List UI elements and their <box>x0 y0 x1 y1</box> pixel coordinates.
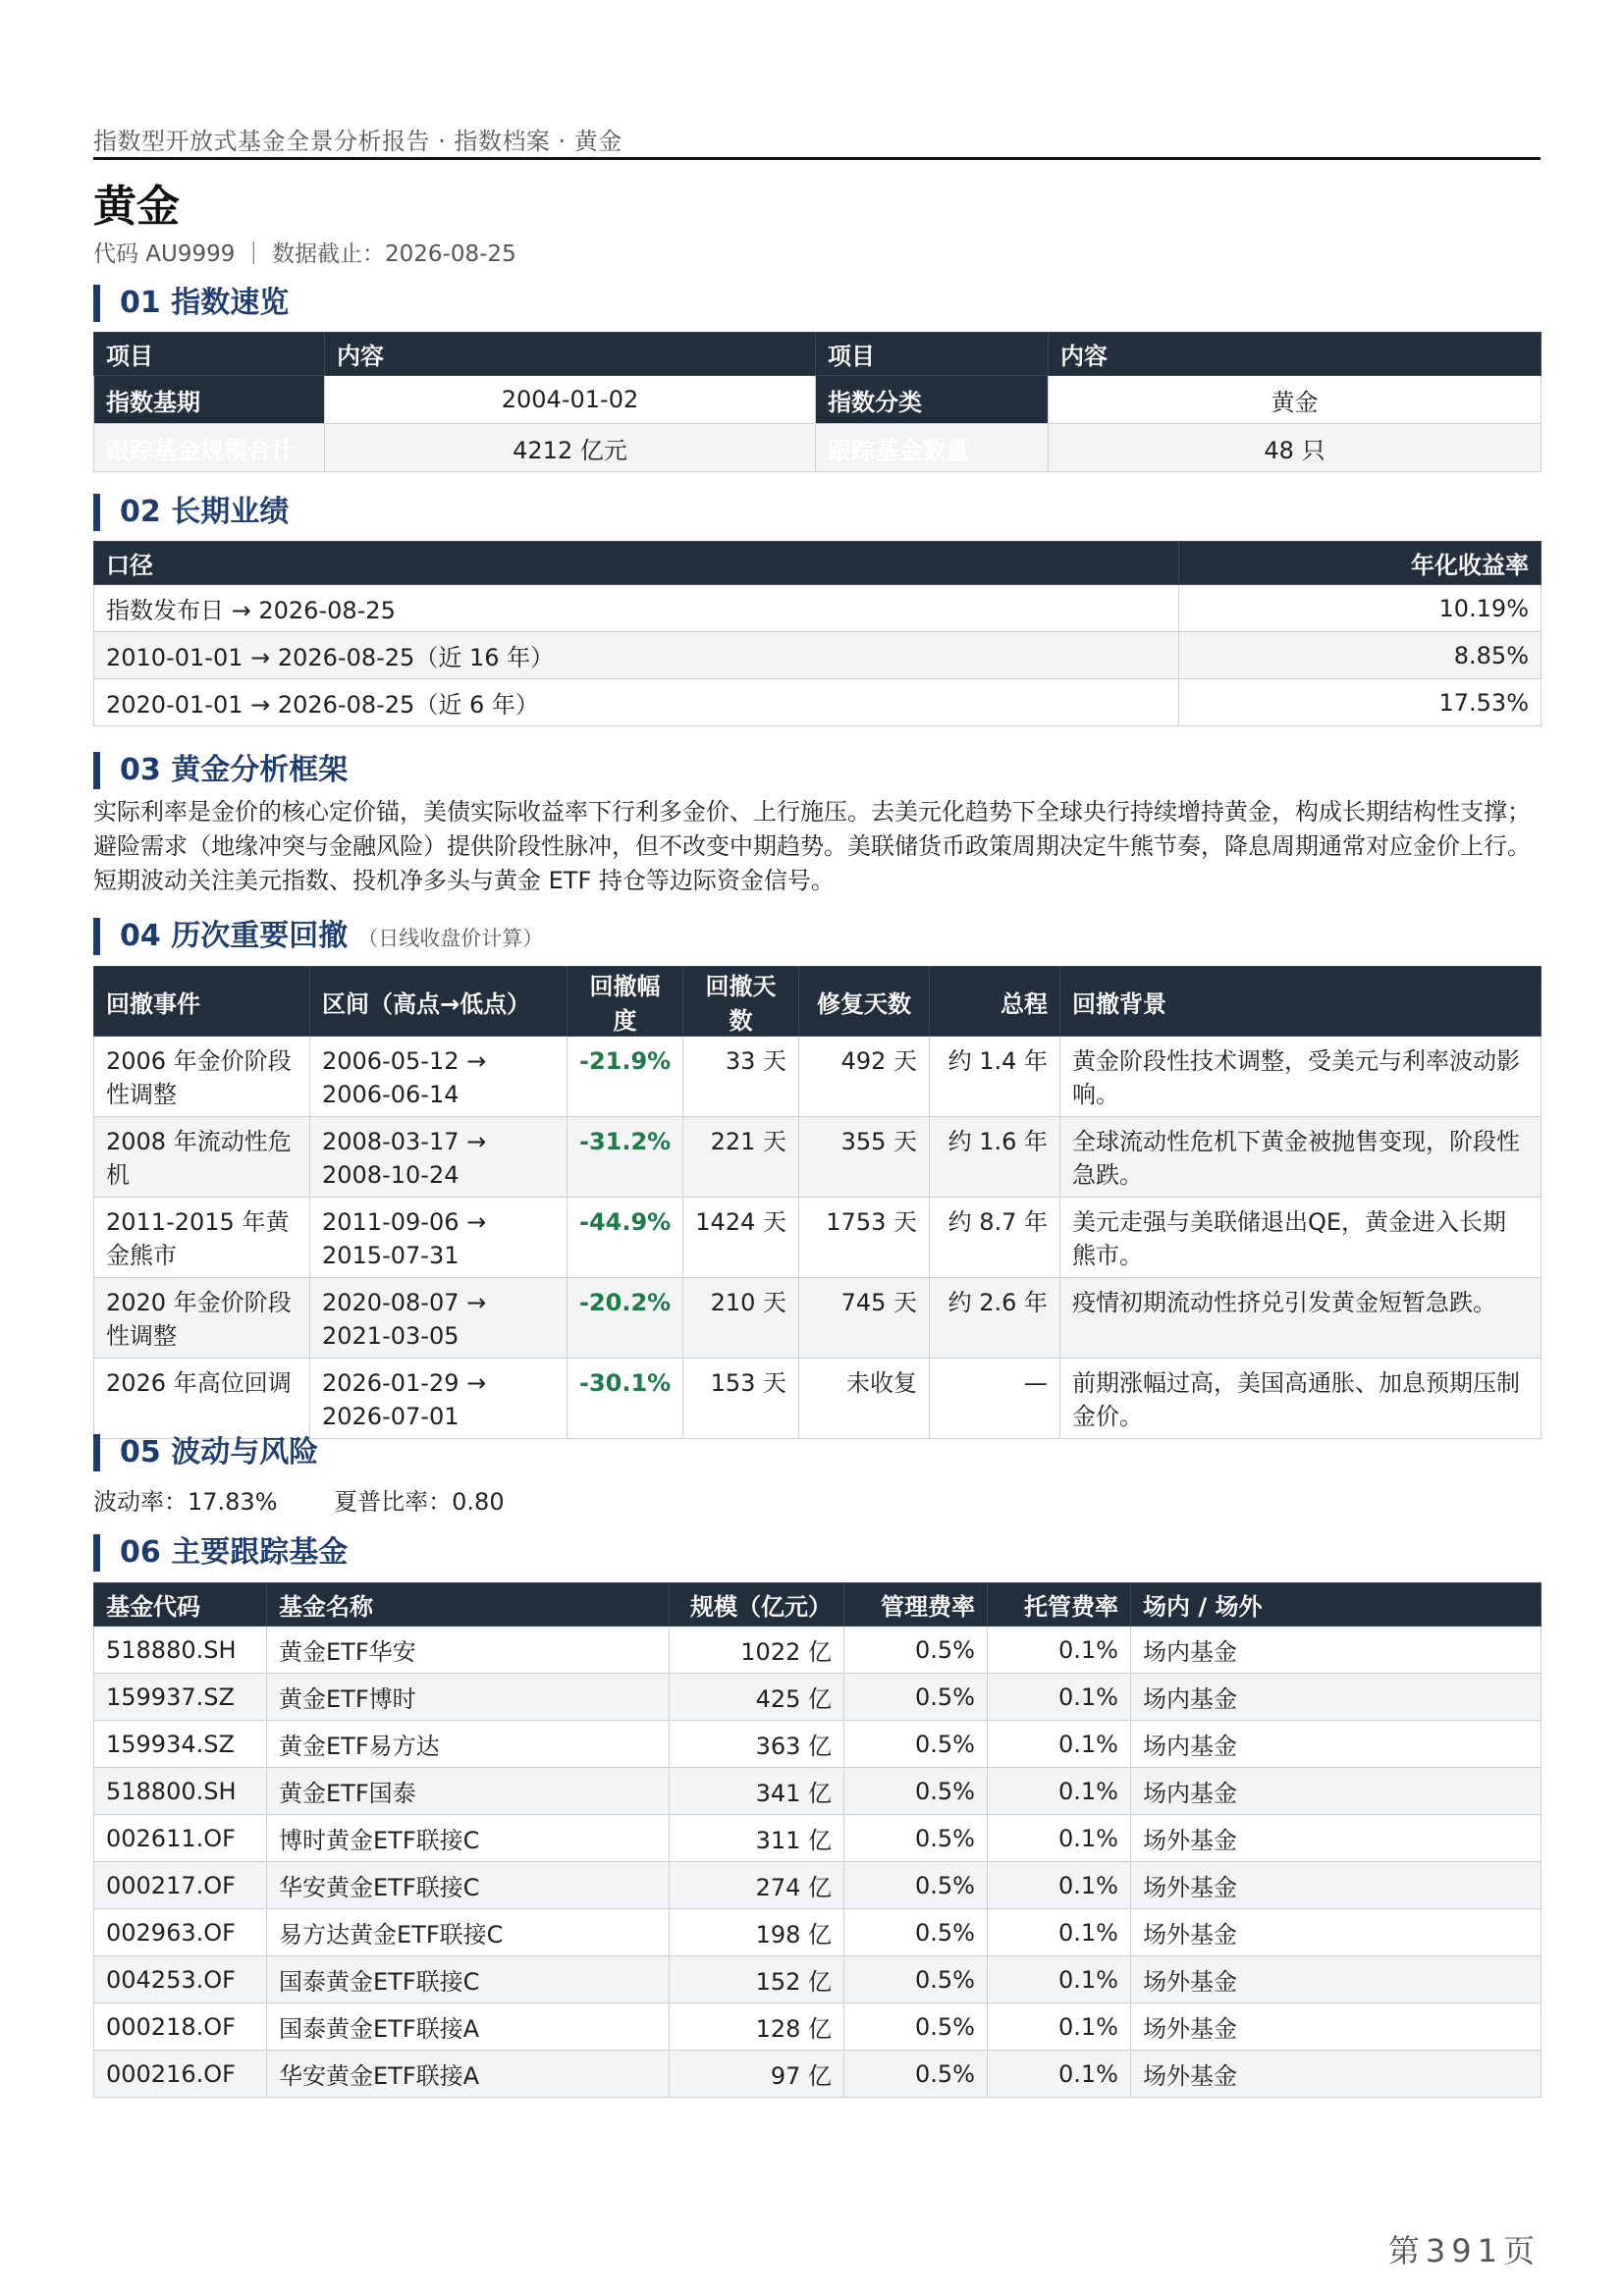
fund-name-cell: 黄金ETF易方达 <box>267 1721 670 1768</box>
range-cell: 2006-05-12 → 2006-06-14 <box>310 1037 568 1117</box>
fund-name-cell: 黄金ETF国泰 <box>267 1768 670 1815</box>
table-row <box>94 1627 1542 1674</box>
table-row <box>94 2051 1542 2098</box>
fund-code-cell: 000216.OF <box>94 2051 267 2098</box>
section-title-text: 04 历次重要回撤 <box>120 919 349 953</box>
fund-code-cell: 002611.OF <box>94 1815 267 1862</box>
drawdown-days-cell: 1424 天 <box>683 1198 799 1278</box>
total-cell: 约 1.4 年 <box>930 1037 1060 1117</box>
table-row <box>94 1768 1542 1815</box>
mgmt-fee-cell: 0.5% <box>844 2003 988 2051</box>
table-row <box>94 1117 1542 1198</box>
fund-size-cell: 274 亿 <box>670 1862 844 1909</box>
drawdown-header: 区间（高点→低点） <box>310 967 568 1037</box>
section-note: （日线收盘价计算） <box>357 927 544 950</box>
custody-fee-cell: 0.1% <box>988 1862 1131 1909</box>
table-row <box>94 585 1542 632</box>
mgmt-fee-cell: 0.5% <box>844 1909 988 1956</box>
table-row <box>94 1359 1542 1439</box>
fund-name-cell: 华安黄金ETF联接A <box>267 2051 670 2098</box>
fund-code-cell: 518880.SH <box>94 1627 267 1674</box>
fund-code-cell: 000217.OF <box>94 1862 267 1909</box>
drawdown-days-cell: 210 天 <box>683 1278 799 1359</box>
total-cell: 约 8.7 年 <box>930 1198 1060 1278</box>
drawdown-header: 总程 <box>930 967 1060 1037</box>
fund-code-cell: 002963.OF <box>94 1909 267 1956</box>
custody-fee-cell: 0.1% <box>988 2051 1131 2098</box>
return-cell: 17.53% <box>1179 679 1542 726</box>
table-row <box>94 1956 1542 2003</box>
table-row <box>94 632 1542 679</box>
mgmt-fee-cell: 0.5% <box>844 1721 988 1768</box>
period-cell: 指数发布日 → 2026-08-25 <box>94 585 1179 632</box>
drawdown-pct-cell: -31.2% <box>568 1117 683 1198</box>
market-type-cell: 场外基金 <box>1131 1815 1542 1862</box>
funds-header: 基金名称 <box>267 1583 670 1627</box>
section-title-drawdowns <box>93 918 543 955</box>
overview-header: 内容 <box>1049 333 1542 376</box>
page-title: 黄金 <box>93 182 180 232</box>
total-cell: 约 1.6 年 <box>930 1117 1060 1198</box>
event-cell: 2011-2015 年黄金熊市 <box>94 1198 310 1278</box>
header-divider <box>93 157 1541 160</box>
mgmt-fee-cell: 0.5% <box>844 1627 988 1674</box>
table-row <box>94 679 1542 726</box>
custody-fee-cell: 0.1% <box>988 1674 1131 1721</box>
background-cell: 美元走强与美联储退出QE，黄金进入长期熊市。 <box>1060 1198 1542 1278</box>
volatility-value: 波动率：17.83% <box>93 1488 278 1516</box>
background-cell: 前期涨幅过高，美国高通胀、加息预期压制金价。 <box>1060 1359 1542 1439</box>
range-cell: 2026-01-29 → 2026-07-01 <box>310 1359 568 1439</box>
drawdown-pct-cell: -20.2% <box>568 1278 683 1359</box>
overview-value: 黄金 <box>1049 376 1542 424</box>
market-type-cell: 场内基金 <box>1131 1721 1542 1768</box>
drawdown-pct-cell: -30.1% <box>568 1359 683 1439</box>
fund-name-cell: 国泰黄金ETF联接C <box>267 1956 670 2003</box>
range-cell: 2011-09-06 → 2015-07-31 <box>310 1198 568 1278</box>
risk-metrics <box>93 1482 554 1517</box>
fund-size-cell: 363 亿 <box>670 1721 844 1768</box>
section-title-overview: 01 指数速览 <box>93 285 289 322</box>
table-row <box>94 424 1542 472</box>
mgmt-fee-cell: 0.5% <box>844 1815 988 1862</box>
performance-table <box>93 541 1542 726</box>
table-row <box>94 2003 1542 2051</box>
fund-size-cell: 128 亿 <box>670 2003 844 2051</box>
overview-header: 项目 <box>94 333 325 376</box>
fund-code-cell: 004253.OF <box>94 1956 267 2003</box>
background-cell: 全球流动性危机下黄金被抛售变现，阶段性急跌。 <box>1060 1117 1542 1198</box>
table-row <box>94 376 1542 424</box>
overview-label: 指数基期 <box>94 376 325 424</box>
fund-size-cell: 97 亿 <box>670 2051 844 2098</box>
drawdown-days-cell: 33 天 <box>683 1037 799 1117</box>
background-cell: 疫情初期流动性挤兑引发黄金短暂急跌。 <box>1060 1278 1542 1359</box>
mgmt-fee-cell: 0.5% <box>844 1768 988 1815</box>
drawdown-days-cell: 221 天 <box>683 1117 799 1198</box>
period-cell: 2010-01-01 → 2026-08-25（近 16 年） <box>94 632 1179 679</box>
fund-name-cell: 华安黄金ETF联接C <box>267 1862 670 1909</box>
total-cell: — <box>930 1359 1060 1439</box>
sharpe-value: 夏普比率：0.80 <box>334 1488 505 1516</box>
table-row <box>94 1278 1542 1359</box>
section-title-risk: 05 波动与风险 <box>93 1434 318 1471</box>
framework-paragraph: 实际利率是金价的核心定价锚，美债实际收益率下行利多金价、上行施压。去美元化趋势下全球央行持续增持黄金，构成长期结构性支撑；避险需求（地缘冲突与金融风险）提供阶段性脉冲，但不改变中期趋势。美联储货币政策周期决定牛熊节奏，降息周期通常对应金价上行。短期波动关注美元指数、投机净多头与黄金 ETF 持仓等边际资金信号。 <box>93 798 1531 894</box>
fund-code-cell: 159937.SZ <box>94 1674 267 1721</box>
overview-table <box>93 332 1542 472</box>
section-title-funds: 06 主要跟踪基金 <box>93 1534 348 1572</box>
recovery-days-cell: 492 天 <box>799 1037 930 1117</box>
funds-header: 管理费率 <box>844 1583 988 1627</box>
market-type-cell: 场外基金 <box>1131 2003 1542 2051</box>
event-cell: 2008 年流动性危机 <box>94 1117 310 1198</box>
section-title-framework: 03 黄金分析框架 <box>93 752 348 789</box>
custody-fee-cell: 0.1% <box>988 1909 1131 1956</box>
overview-label: 指数分类 <box>816 376 1049 424</box>
market-type-cell: 场外基金 <box>1131 1956 1542 2003</box>
fund-size-cell: 1022 亿 <box>670 1627 844 1674</box>
funds-header: 场内 / 场外 <box>1131 1583 1542 1627</box>
overview-value: 48 只 <box>1049 424 1542 472</box>
drawdown-header: 回撤天数 <box>683 967 799 1037</box>
fund-size-cell: 198 亿 <box>670 1909 844 1956</box>
drawdown-table <box>93 966 1542 1439</box>
section-title-performance: 02 长期业绩 <box>93 494 289 531</box>
custody-fee-cell: 0.1% <box>988 1627 1131 1674</box>
fund-name-cell: 国泰黄金ETF联接A <box>267 2003 670 2051</box>
event-cell: 2020 年金价阶段性调整 <box>94 1278 310 1359</box>
drawdown-header: 回撤事件 <box>94 967 310 1037</box>
drawdown-pct-cell: -21.9% <box>568 1037 683 1117</box>
recovery-days-cell: 355 天 <box>799 1117 930 1198</box>
fund-size-cell: 341 亿 <box>670 1768 844 1815</box>
table-row <box>94 1862 1542 1909</box>
fund-size-cell: 311 亿 <box>670 1815 844 1862</box>
market-type-cell: 场外基金 <box>1131 2051 1542 2098</box>
custody-fee-cell: 0.1% <box>988 1721 1131 1768</box>
fund-name-cell: 黄金ETF博时 <box>267 1674 670 1721</box>
funds-header: 基金代码 <box>94 1583 267 1627</box>
fund-code-cell: 000218.OF <box>94 2003 267 2051</box>
table-row <box>94 1674 1542 1721</box>
mgmt-fee-cell: 0.5% <box>844 1674 988 1721</box>
range-cell: 2008-03-17 → 2008-10-24 <box>310 1117 568 1198</box>
funds-body <box>94 1627 1542 2098</box>
table-row <box>94 1909 1542 1956</box>
range-cell: 2020-08-07 → 2021-03-05 <box>310 1278 568 1359</box>
event-cell: 2026 年高位回调 <box>94 1359 310 1439</box>
overview-value: 4212 亿元 <box>325 424 816 472</box>
meta-line: 代码 AU9999 ｜ 数据截止：2026-08-25 <box>93 241 516 267</box>
custody-fee-cell: 0.1% <box>988 2003 1131 2051</box>
table-row <box>94 1198 1542 1278</box>
overview-label: 跟踪基金数量 <box>816 424 1049 472</box>
return-cell: 8.85% <box>1179 632 1542 679</box>
recovery-days-cell: 745 天 <box>799 1278 930 1359</box>
overview-label: 跟踪基金规模合计 <box>94 424 325 472</box>
mgmt-fee-cell: 0.5% <box>844 1956 988 2003</box>
fund-size-cell: 152 亿 <box>670 1956 844 2003</box>
event-cell: 2006 年金价阶段性调整 <box>94 1037 310 1117</box>
period-cell: 2020-01-01 → 2026-08-25（近 6 年） <box>94 679 1179 726</box>
return-cell: 10.19% <box>1179 585 1542 632</box>
background-cell: 黄金阶段性技术调整，受美元与利率波动影响。 <box>1060 1037 1542 1117</box>
recovery-days-cell: 1753 天 <box>799 1198 930 1278</box>
market-type-cell: 场外基金 <box>1131 1909 1542 1956</box>
fund-name-cell: 易方达黄金ETF联接C <box>267 1909 670 1956</box>
mgmt-fee-cell: 0.5% <box>844 2051 988 2098</box>
drawdown-header: 回撤幅度 <box>568 967 683 1037</box>
drawdown-header: 回撤背景 <box>1060 967 1542 1037</box>
custody-fee-cell: 0.1% <box>988 1815 1131 1862</box>
overview-header: 内容 <box>325 333 816 376</box>
fund-code-cell: 159934.SZ <box>94 1721 267 1768</box>
overview-header: 项目 <box>816 333 1049 376</box>
market-type-cell: 场外基金 <box>1131 1862 1542 1909</box>
page-number: 第391页 <box>1387 2232 1541 2269</box>
custody-fee-cell: 0.1% <box>988 1768 1131 1815</box>
table-row <box>94 1721 1542 1768</box>
table-row <box>94 1815 1542 1862</box>
performance-header: 年化收益率 <box>1179 542 1542 585</box>
recovery-days-cell: 未收复 <box>799 1359 930 1439</box>
fund-size-cell: 425 亿 <box>670 1674 844 1721</box>
drawdown-days-cell: 153 天 <box>683 1359 799 1439</box>
drawdown-pct-cell: -44.9% <box>568 1198 683 1278</box>
fund-name-cell: 博时黄金ETF联接C <box>267 1815 670 1862</box>
funds-header: 规模（亿元） <box>670 1583 844 1627</box>
table-row <box>94 1037 1542 1117</box>
performance-header: 口径 <box>94 542 1179 585</box>
market-type-cell: 场内基金 <box>1131 1768 1542 1815</box>
custody-fee-cell: 0.1% <box>988 1956 1131 2003</box>
total-cell: 约 2.6 年 <box>930 1278 1060 1359</box>
market-type-cell: 场内基金 <box>1131 1674 1542 1721</box>
fund-code-cell: 518800.SH <box>94 1768 267 1815</box>
funds-table <box>93 1582 1542 2098</box>
overview-value: 2004-01-02 <box>325 376 816 424</box>
breadcrumb: 指数型开放式基金全景分析报告 · 指数档案 · 黄金 <box>93 128 622 155</box>
mgmt-fee-cell: 0.5% <box>844 1862 988 1909</box>
fund-name-cell: 黄金ETF华安 <box>267 1627 670 1674</box>
drawdown-header: 修复天数 <box>799 967 930 1037</box>
funds-header: 托管费率 <box>988 1583 1131 1627</box>
market-type-cell: 场内基金 <box>1131 1627 1542 1674</box>
